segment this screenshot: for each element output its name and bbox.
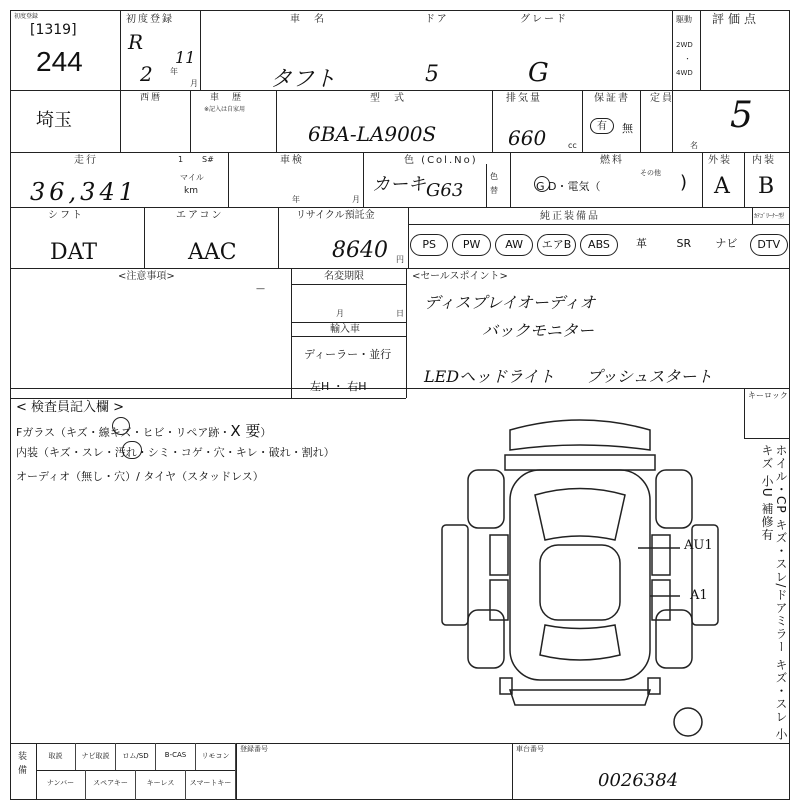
interior-grade: B [758, 174, 775, 199]
damage-mark-a1: A1 [690, 588, 708, 603]
drive-dot: ・ [684, 55, 691, 63]
equipment-item: PS [410, 234, 448, 256]
name-change-month: 月 [336, 309, 344, 318]
grade-label: グレード [520, 14, 568, 25]
equipment-item: ナビ [715, 237, 738, 250]
mileage-col2: S# [202, 155, 214, 164]
model-label: 型 式 [370, 93, 406, 104]
first-reg-label: 初度登録 [14, 13, 39, 20]
inspection-month: 月 [352, 195, 360, 204]
mileage-col1: 1 [178, 155, 184, 164]
displacement: 660 [508, 126, 547, 150]
accessory-item: B-CAS [156, 743, 196, 770]
import-label: 輸入車 [330, 324, 360, 335]
recycle-unit: 円 [396, 255, 404, 264]
history-note: ※記入は自家用 [204, 106, 246, 113]
accessory-item: 取説 [36, 743, 76, 770]
reg-month: 11 [175, 48, 196, 67]
accessory-item: ナンバー [36, 770, 86, 800]
drive-4wd: 4WD [676, 69, 693, 77]
accessory-item: キーレス [136, 770, 186, 800]
divider [10, 268, 790, 269]
divider [10, 207, 790, 208]
door-label: ドア [425, 14, 449, 25]
color-label: 色 (Col.No) [404, 155, 478, 166]
year-unit: 年 [170, 67, 178, 76]
mile-unit: マイル [180, 173, 204, 182]
fuel-label: 燃料 [600, 155, 624, 166]
divider [10, 388, 790, 389]
exterior-label: 外装 [708, 155, 732, 166]
name-change-day: 日 [396, 309, 404, 318]
accessory-item: ロム/SD [116, 743, 156, 770]
reg-no-label: 登録番号 [240, 745, 268, 753]
km-unit: km [184, 186, 198, 196]
model: 6BA-LA900S [308, 122, 437, 146]
interior-label: 内装 [752, 155, 776, 166]
equipment-item: DTV [750, 234, 788, 256]
reg-year: 2 [140, 62, 153, 86]
nishireki-label: 西暦 [140, 93, 163, 103]
warranty-yes: 有 [590, 118, 614, 134]
inspection-year: 年 [292, 195, 300, 204]
first-registration-label: 初度登録 [126, 14, 174, 25]
capacity-label: 定員 [650, 93, 674, 104]
drive-2wd: 2WD [676, 41, 693, 49]
divider [10, 90, 790, 91]
warranty-no: 無 [622, 122, 633, 135]
cc-unit: cc [568, 141, 577, 150]
aircon-label: エアコン [176, 210, 224, 221]
fuel-selected [534, 176, 550, 192]
interior-circle [122, 441, 142, 459]
shift: DAT [50, 240, 97, 265]
equipment-item: SR [676, 237, 692, 250]
inspector-title: < 検査員記入欄 > [16, 400, 125, 415]
divider [10, 152, 790, 153]
prefecture: 埼玉 [36, 110, 72, 131]
chassis-label: 車台番号 [516, 745, 544, 753]
score: 5 [730, 95, 753, 136]
sales-point-3: LEDヘッドライト [424, 367, 555, 386]
caution-dash: — [256, 284, 265, 294]
car-name: タフト [270, 67, 337, 92]
navi-type-label: ｶﾃｺﾞﾘｰﾅｰ型 [754, 213, 785, 220]
displacement-label: 排気量 [506, 93, 542, 104]
audio-line: オーディオ（無し・穴）/ タイヤ（スタッドレス） [16, 470, 264, 483]
lot-number: 244 [36, 46, 83, 77]
capacity-unit: 名 [690, 141, 698, 150]
aircon: AAC [188, 240, 237, 265]
recycle-label: リサイクル預託金 [296, 210, 375, 221]
keylock-label: キーロック [748, 391, 788, 400]
lot-id: [1319] [30, 22, 77, 38]
fuel-options: G D・電気（ [536, 180, 601, 193]
sales-point-2: バックモニター [482, 321, 595, 340]
equipment-item: PW [452, 234, 490, 256]
fuel-close: ) [680, 172, 688, 193]
doors: 5 [425, 62, 439, 87]
mileage-label: 走行 [74, 155, 98, 166]
damage-mark-au1: AU1 [684, 538, 713, 553]
inspection-label: 車検 [280, 155, 304, 166]
car-name-label: 車 名 [290, 14, 326, 25]
car-diagram [440, 410, 760, 740]
accessories-label: 装備 [18, 752, 28, 776]
mileage: 36,341 [30, 178, 138, 206]
sales-point-1: ディスプレイオーディオ [424, 293, 596, 312]
color-change-label: 色替 [490, 172, 498, 195]
score-label: 評価点 [712, 12, 761, 26]
glass-circle [112, 417, 130, 435]
caution-label: <注意事項> [118, 271, 175, 282]
chassis-number: 0026384 [598, 770, 679, 791]
side-note: ホイル・CP キズ・スレ/ドアミラー キズ・スレ 小キズ 小U 補修有 [760, 444, 788, 742]
interior-line: 内装（キズ・スレ・汚れ・シミ・コゲ・穴・キレ・破れ・割れ） [16, 446, 335, 459]
history-label: 車 歴 [210, 93, 244, 103]
month-unit: 月 [190, 79, 198, 88]
accessory-item: ナビ取説 [76, 743, 116, 770]
equipment-item: ABS [580, 234, 618, 256]
footer-items-row2 [36, 770, 236, 800]
accessory-item: リモコン [196, 743, 236, 770]
sales-point-label: <セールスポイント> [412, 271, 508, 282]
glass-x: X 要 [230, 422, 261, 440]
color-code: G63 [426, 180, 464, 201]
equipment-item: エアB [537, 234, 575, 256]
recycle: 8640 [332, 238, 388, 263]
equipment-item: AW [495, 234, 533, 256]
shift-label: シフト [48, 210, 84, 221]
equipment-row [408, 224, 790, 268]
name-change-label: 名変期限 [324, 271, 364, 282]
accessory-item: スペアキー [86, 770, 136, 800]
drive-label: 駆動 [676, 15, 692, 24]
sales-point-4: プッシュスタート [586, 367, 713, 386]
accessory-item: スマートキー [186, 770, 236, 800]
equipment-item: 革 [635, 237, 647, 250]
glass-text: Fガラス（キズ・線キズ・ヒビ・リペア跡・ [16, 426, 231, 439]
footer-items-row1 [36, 743, 236, 770]
grade: G [528, 58, 549, 88]
glass-close: ） [260, 426, 272, 439]
color: カーキ [372, 174, 426, 195]
reg-era: R [128, 30, 144, 54]
exterior-grade: A [714, 174, 730, 199]
steering-side: 左H ・ 右H [310, 380, 367, 393]
equip-label: 純正装備品 [540, 211, 600, 222]
warranty-label: 保証書 [594, 93, 630, 104]
dealer-parallel: ディーラー・並行 [304, 348, 392, 361]
fuel-other: その他 [640, 169, 661, 177]
glass-line [16, 420, 271, 441]
